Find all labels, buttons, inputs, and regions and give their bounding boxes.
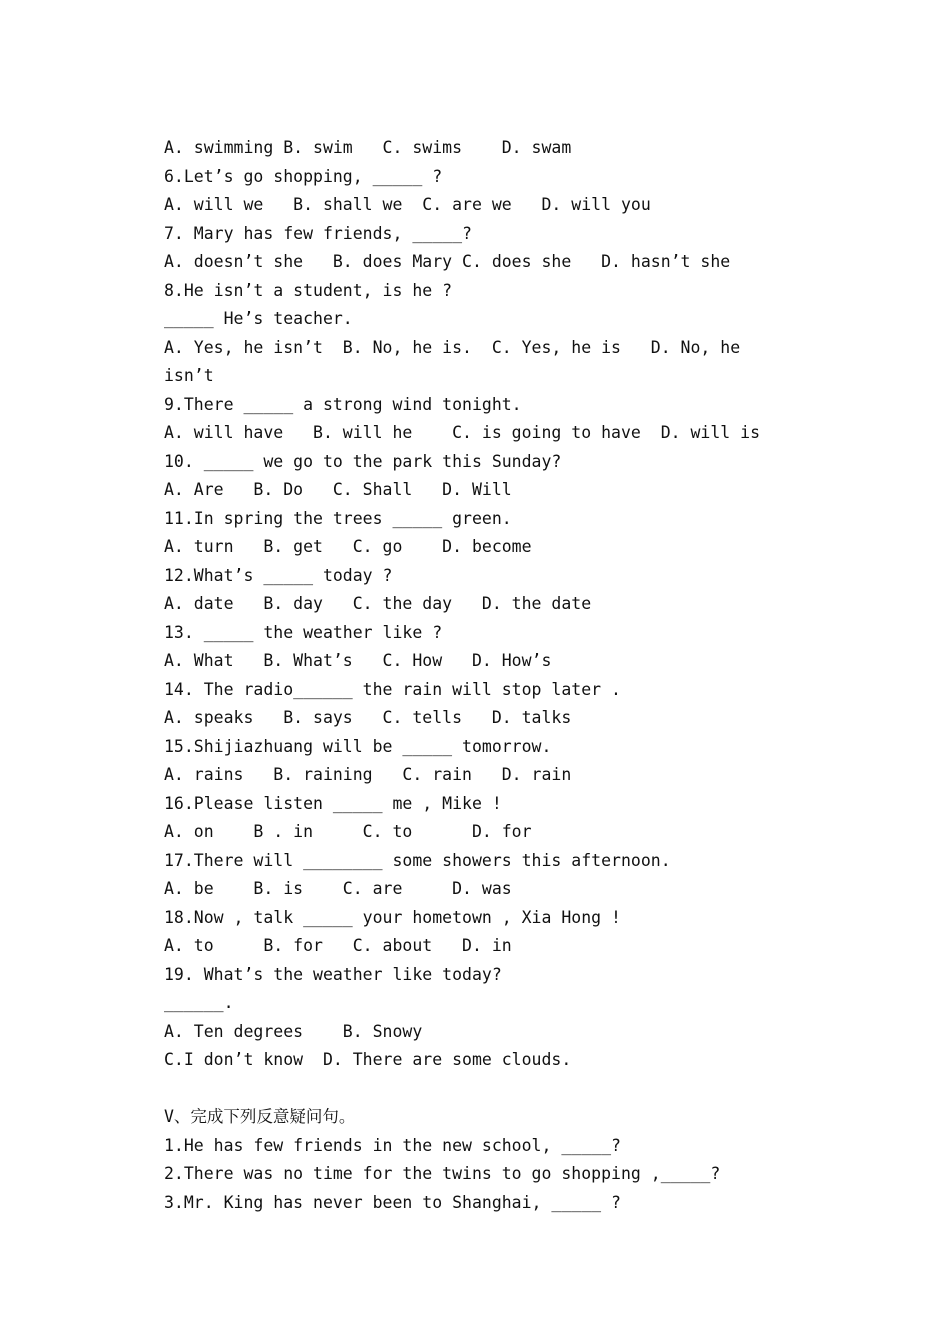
worksheet-line: C.I don’t know D. There are some clouds. bbox=[164, 1050, 572, 1069]
worksheet-line: A. doesn’t she B. does Mary C. does she D. hasn’t she bbox=[164, 252, 731, 271]
worksheet-line: A. date B. day C. the day D. the date bbox=[164, 594, 592, 613]
worksheet-line: A. will we B. shall we C. are we D. will you bbox=[164, 195, 651, 214]
worksheet-line: _____ He’s teacher. bbox=[164, 309, 353, 328]
worksheet-line: A. rains B. raining C. rain D. rain bbox=[164, 765, 572, 784]
worksheet-line: 18.Now , talk _____ your hometown , Xia Hong ! bbox=[164, 907, 621, 927]
worksheet-line: A. will have B. will he C. is going to have D. will is bbox=[164, 423, 761, 442]
worksheet-line: 17.There will ________ some showers this afternoon. bbox=[164, 850, 671, 870]
worksheet-line: 13. _____ the weather like ? bbox=[164, 622, 443, 642]
worksheet-line: 16.Please listen _____ me , Mike ! bbox=[164, 793, 502, 813]
worksheet-line: A. What B. What’s C. How D. How’s bbox=[164, 651, 552, 670]
worksheet-line: ______. bbox=[164, 993, 234, 1012]
worksheet-line: 11.In spring the trees _____ green. bbox=[164, 508, 512, 528]
worksheet-line: 10. _____ we go to the park this Sunday? bbox=[164, 451, 562, 471]
worksheet-page bbox=[164, 134, 804, 1217]
worksheet-line: A. Ten degrees B. Snowy bbox=[164, 1021, 423, 1041]
worksheet-line: A. turn B. get C. go D. become bbox=[164, 537, 532, 556]
worksheet-line: A. speaks B. says C. tells D. talks bbox=[164, 708, 572, 727]
worksheet-line: 14. The radio______ the rain will stop later . bbox=[164, 679, 621, 699]
worksheet-line: 8.He isn’t a student, is he ? bbox=[164, 280, 453, 300]
worksheet-line: A. on B . in C. to D. for bbox=[164, 822, 532, 841]
worksheet-line: isn’t bbox=[164, 366, 214, 385]
worksheet-line: 7. Mary has few friends, _____? bbox=[164, 223, 472, 243]
worksheet-line: A. Are B. Do C. Shall D. Will bbox=[164, 480, 512, 499]
worksheet-line: A. Yes, he isn’t B. No, he is. C. Yes, he is D. No, he bbox=[164, 337, 741, 357]
worksheet-line: 6.Let’s go shopping, _____ ? bbox=[164, 166, 443, 186]
worksheet-line: A. to B. for C. about D. in bbox=[164, 936, 512, 955]
worksheet-line: 15.Shijiazhuang will be _____ tomorrow. bbox=[164, 736, 552, 756]
worksheet-line: 1.He has few friends in the new school, _____? bbox=[164, 1135, 621, 1155]
worksheet-line: A. be B. is C. are D. was bbox=[164, 879, 512, 898]
worksheet-line: 19. What’s the weather like today? bbox=[164, 964, 502, 984]
worksheet-line: 12.What’s _____ today ? bbox=[164, 565, 393, 585]
worksheet-line: 9.There _____ a strong wind tonight. bbox=[164, 394, 522, 414]
worksheet-line: 2.There was no time for the twins to go shopping ,_____? bbox=[164, 1164, 721, 1183]
worksheet-line: 3.Mr. King has never been to Shanghai, _____ ? bbox=[164, 1192, 621, 1212]
blank-line bbox=[164, 1075, 804, 1104]
worksheet-line: V、完成下列反意疑问句。 bbox=[164, 1107, 356, 1126]
worksheet-line: A. swimming B. swim C. swims D. swam bbox=[164, 138, 572, 157]
